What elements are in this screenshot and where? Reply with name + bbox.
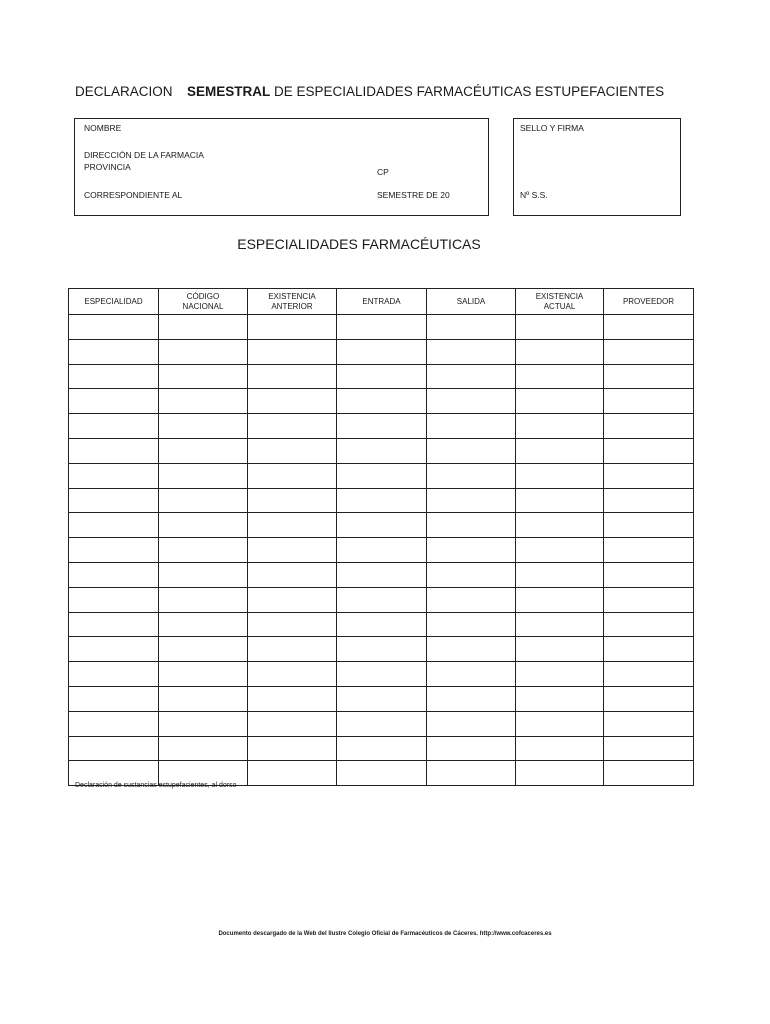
semestre-label: SEMESTRE DE 20 bbox=[377, 190, 450, 200]
table-cell bbox=[516, 389, 604, 414]
table-cell bbox=[248, 587, 337, 612]
table-cell bbox=[427, 339, 516, 364]
direccion-label: DIRECCIÓN DE LA FARMACIA bbox=[84, 150, 204, 160]
table-cell bbox=[516, 488, 604, 513]
table-cell bbox=[159, 538, 248, 563]
table-cell bbox=[427, 414, 516, 439]
table-cell bbox=[159, 414, 248, 439]
table-cell bbox=[69, 315, 159, 340]
table-cell bbox=[248, 339, 337, 364]
table-row bbox=[69, 637, 694, 662]
table-cell bbox=[604, 315, 694, 340]
column-header-line: ACTUAL bbox=[543, 301, 576, 311]
table-cell bbox=[337, 761, 427, 786]
table-cell bbox=[69, 438, 159, 463]
table-cell bbox=[248, 414, 337, 439]
table-cell bbox=[427, 389, 516, 414]
table-cell bbox=[248, 686, 337, 711]
source-note: Documento descargado de la Web del Ilustre Colegio Oficial de Farmacéuticos de Cáceres. http://www.cofcaceres.es bbox=[218, 931, 552, 937]
table-cell bbox=[159, 587, 248, 612]
table-cell bbox=[69, 538, 159, 563]
table-cell bbox=[604, 662, 694, 687]
table-cell bbox=[69, 587, 159, 612]
title-declaracion: DECLARACION bbox=[75, 84, 173, 99]
table-cell bbox=[516, 364, 604, 389]
provincia-label: PROVINCIA bbox=[84, 162, 131, 172]
column-header-line: NACIONAL bbox=[182, 301, 224, 311]
column-header bbox=[337, 289, 427, 315]
table-cell bbox=[427, 364, 516, 389]
table-cell bbox=[159, 364, 248, 389]
table-row bbox=[69, 339, 694, 364]
table-cell bbox=[427, 513, 516, 538]
table-cell bbox=[516, 438, 604, 463]
title-rest: DE ESPECIALIDADES FARMACÉUTICAS ESTUPEFACIENTES bbox=[270, 84, 665, 99]
table-cell bbox=[604, 463, 694, 488]
table-cell bbox=[516, 538, 604, 563]
column-header bbox=[427, 289, 516, 315]
table-cell bbox=[516, 736, 604, 761]
table-cell bbox=[159, 339, 248, 364]
table-cell bbox=[427, 637, 516, 662]
page-title bbox=[75, 84, 664, 99]
section-title: ESPECIALIDADES FARMACÉUTICAS bbox=[237, 236, 481, 252]
table-body bbox=[69, 315, 694, 786]
table-cell bbox=[516, 761, 604, 786]
column-header-line: EXISTENCIA bbox=[535, 291, 584, 301]
table-cell bbox=[604, 711, 694, 736]
table-cell bbox=[159, 463, 248, 488]
table-cell bbox=[337, 538, 427, 563]
table-cell bbox=[248, 389, 337, 414]
table-cell bbox=[248, 488, 337, 513]
table-row bbox=[69, 414, 694, 439]
table-row bbox=[69, 389, 694, 414]
sello-firma-box bbox=[513, 118, 681, 216]
table-cell bbox=[516, 662, 604, 687]
table-cell bbox=[159, 711, 248, 736]
table-cell bbox=[516, 339, 604, 364]
table-cell bbox=[248, 463, 337, 488]
table-row bbox=[69, 736, 694, 761]
table-cell bbox=[337, 389, 427, 414]
table-cell bbox=[427, 662, 516, 687]
table-cell bbox=[427, 736, 516, 761]
table-cell bbox=[69, 364, 159, 389]
table-cell bbox=[427, 488, 516, 513]
correspondiente-label: CORRESPONDIENTE AL bbox=[84, 190, 183, 200]
table-cell bbox=[337, 438, 427, 463]
table-cell bbox=[604, 438, 694, 463]
table-cell bbox=[427, 315, 516, 340]
table-cell bbox=[69, 562, 159, 587]
table-cell bbox=[159, 562, 248, 587]
table-cell bbox=[516, 711, 604, 736]
table-row bbox=[69, 587, 694, 612]
table-cell bbox=[337, 339, 427, 364]
table-cell bbox=[337, 315, 427, 340]
table-cell bbox=[604, 612, 694, 637]
table-cell bbox=[604, 736, 694, 761]
table-cell bbox=[248, 315, 337, 340]
table-cell bbox=[604, 488, 694, 513]
table-cell bbox=[159, 389, 248, 414]
table-cell bbox=[69, 686, 159, 711]
table-cell bbox=[159, 637, 248, 662]
table-cell bbox=[337, 637, 427, 662]
table-cell bbox=[159, 612, 248, 637]
table-cell bbox=[427, 463, 516, 488]
column-header-line: EXISTENCIA bbox=[268, 291, 316, 301]
table-cell bbox=[427, 438, 516, 463]
column-header-line: ANTERIOR bbox=[271, 301, 313, 311]
table-cell bbox=[516, 612, 604, 637]
table-cell bbox=[427, 562, 516, 587]
nss-label: Nº S.S. bbox=[520, 190, 548, 200]
table-cell bbox=[248, 637, 337, 662]
table-cell bbox=[427, 538, 516, 563]
table-cell bbox=[337, 736, 427, 761]
table-cell bbox=[427, 711, 516, 736]
table-cell bbox=[516, 686, 604, 711]
table-cell bbox=[248, 761, 337, 786]
table-cell bbox=[337, 364, 427, 389]
cp-label: CP bbox=[377, 167, 389, 177]
table-cell bbox=[159, 438, 248, 463]
column-header bbox=[69, 289, 159, 315]
title-semestral: SEMESTRAL bbox=[187, 84, 271, 99]
table-row bbox=[69, 538, 694, 563]
table-cell bbox=[248, 736, 337, 761]
table-row bbox=[69, 513, 694, 538]
table-cell bbox=[159, 686, 248, 711]
column-header bbox=[516, 289, 604, 315]
table-row bbox=[69, 438, 694, 463]
table-cell bbox=[516, 562, 604, 587]
table-cell bbox=[337, 463, 427, 488]
table-cell bbox=[427, 612, 516, 637]
table-cell bbox=[69, 513, 159, 538]
table-cell bbox=[604, 513, 694, 538]
table-cell bbox=[159, 488, 248, 513]
table-cell bbox=[337, 488, 427, 513]
table-cell bbox=[69, 414, 159, 439]
table-cell bbox=[604, 562, 694, 587]
table-cell bbox=[604, 637, 694, 662]
table-row bbox=[69, 562, 694, 587]
table-cell bbox=[604, 389, 694, 414]
footnote: Declaración de sustancias estupefacientes, al dorso bbox=[75, 782, 237, 789]
table-row bbox=[69, 662, 694, 687]
table-cell bbox=[516, 587, 604, 612]
table-cell bbox=[516, 463, 604, 488]
column-header bbox=[248, 289, 337, 315]
table-cell bbox=[337, 662, 427, 687]
table-row bbox=[69, 612, 694, 637]
pharmacy-info-box bbox=[74, 118, 489, 216]
table-cell bbox=[604, 364, 694, 389]
table-cell bbox=[69, 339, 159, 364]
table-header-row bbox=[69, 289, 694, 315]
table-cell bbox=[604, 339, 694, 364]
table-row bbox=[69, 686, 694, 711]
table-cell bbox=[337, 711, 427, 736]
table-cell bbox=[427, 587, 516, 612]
table-row bbox=[69, 711, 694, 736]
table-cell bbox=[69, 488, 159, 513]
column-header-line: PROVEEDOR bbox=[622, 296, 675, 306]
table-row bbox=[69, 364, 694, 389]
table-cell bbox=[516, 315, 604, 340]
table-row bbox=[69, 463, 694, 488]
table-row bbox=[69, 488, 694, 513]
column-header bbox=[604, 289, 694, 315]
table-cell bbox=[69, 612, 159, 637]
column-header-line: CÓDIGO bbox=[186, 291, 220, 301]
table-cell bbox=[69, 736, 159, 761]
column-header-line: SALIDA bbox=[456, 296, 486, 306]
table-cell bbox=[159, 513, 248, 538]
table-cell bbox=[159, 662, 248, 687]
table-cell bbox=[337, 686, 427, 711]
table-cell bbox=[427, 686, 516, 711]
table-cell bbox=[248, 513, 337, 538]
table-row bbox=[69, 315, 694, 340]
column-header-line: ESPECIALIDAD bbox=[84, 296, 143, 306]
sello-label: SELLO Y FIRMA bbox=[520, 123, 584, 133]
table-cell bbox=[337, 513, 427, 538]
column-header-line: ENTRADA bbox=[362, 296, 401, 306]
table-cell bbox=[248, 711, 337, 736]
nombre-label: NOMBRE bbox=[84, 123, 122, 133]
table-cell bbox=[516, 513, 604, 538]
table-cell bbox=[337, 562, 427, 587]
table-cell bbox=[604, 686, 694, 711]
table-cell bbox=[604, 538, 694, 563]
table-cell bbox=[159, 315, 248, 340]
table-cell bbox=[248, 364, 337, 389]
table-cell bbox=[69, 389, 159, 414]
especialidades-table bbox=[68, 288, 694, 786]
table-cell bbox=[337, 587, 427, 612]
table-cell bbox=[248, 562, 337, 587]
table-cell bbox=[427, 761, 516, 786]
table-cell bbox=[69, 711, 159, 736]
table-cell bbox=[248, 438, 337, 463]
table-cell bbox=[337, 612, 427, 637]
column-header bbox=[159, 289, 248, 315]
table-cell bbox=[159, 736, 248, 761]
table-cell bbox=[337, 414, 427, 439]
table-cell bbox=[69, 662, 159, 687]
table-cell bbox=[604, 761, 694, 786]
table-cell bbox=[248, 538, 337, 563]
table-cell bbox=[248, 612, 337, 637]
table-cell bbox=[69, 637, 159, 662]
table-cell bbox=[516, 414, 604, 439]
table-cell bbox=[248, 662, 337, 687]
table-cell bbox=[516, 637, 604, 662]
table-cell bbox=[604, 587, 694, 612]
table-cell bbox=[604, 414, 694, 439]
table-cell bbox=[69, 463, 159, 488]
